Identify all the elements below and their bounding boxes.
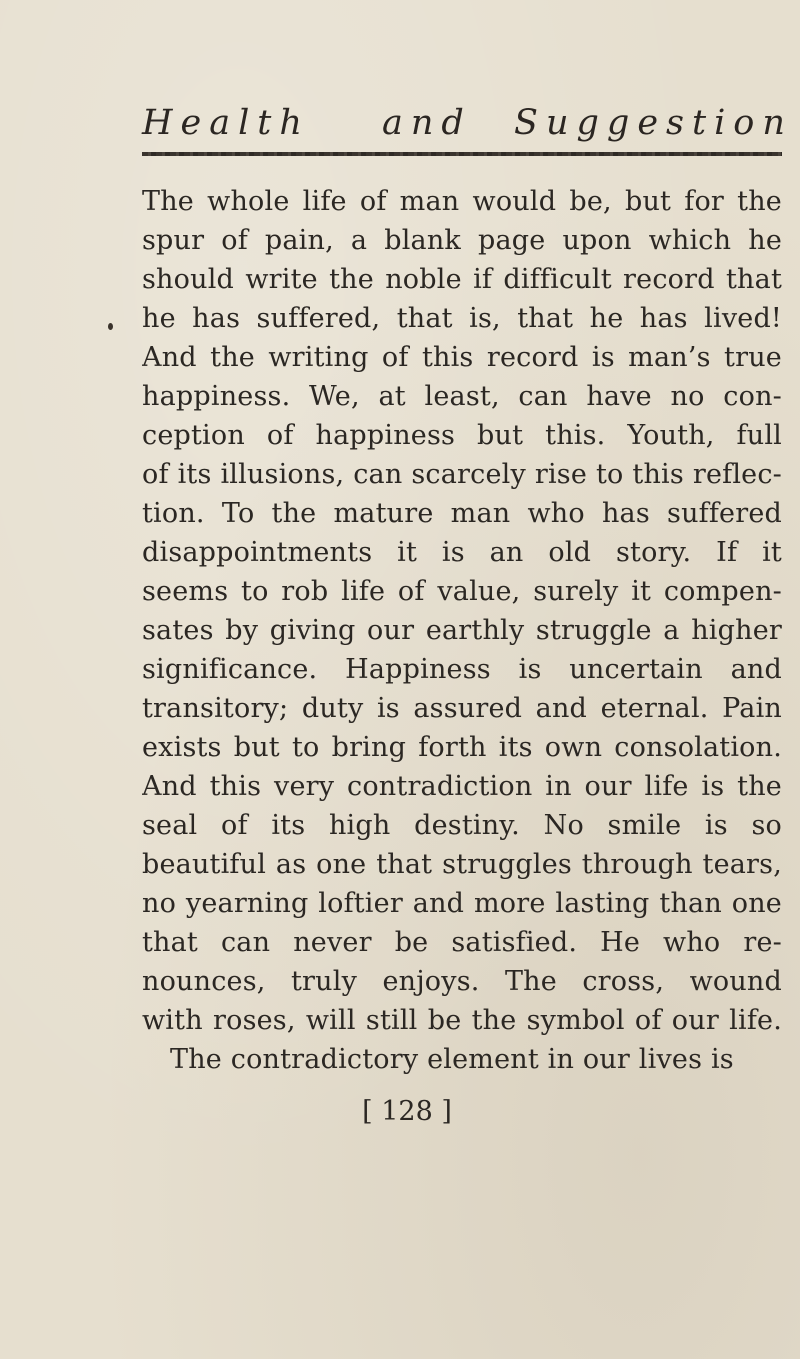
text-line: with roses, will still be the symbol of our life. bbox=[142, 1005, 782, 1036]
text-line: disappointments it is an old story. If it bbox=[142, 537, 782, 568]
text-line: sates by giving our earthly struggle a higher bbox=[142, 615, 782, 646]
text-line: he has suffered, that is, that he has lived! bbox=[142, 303, 782, 334]
text-line: The contradictory element in our lives is bbox=[170, 1044, 734, 1075]
running-head bbox=[142, 98, 793, 148]
text-line: no yearning loftier and more lasting than one bbox=[142, 888, 782, 919]
text-line: seems to rob life of value, surely it compen- bbox=[142, 576, 782, 607]
text-line: significance. Happiness is uncertain and bbox=[142, 654, 782, 685]
text-line: seal of its high destiny. No smile is so bbox=[142, 810, 782, 841]
text-line: And the writing of this record is man’s true bbox=[142, 342, 782, 373]
text-line: spur of pain, a blank page upon which he bbox=[142, 225, 782, 256]
text-line: happiness. We, at least, can have no con- bbox=[142, 381, 782, 412]
body-paragraph bbox=[142, 182, 782, 1079]
text-line: beautiful as one that struggles through tears, bbox=[142, 849, 782, 880]
text-line: of its illusions, can scarcely rise to this reflec- bbox=[142, 459, 782, 490]
text-line: exists but to bring forth its own consolation. bbox=[142, 732, 782, 763]
text-line: And this very contradiction in our life is the bbox=[142, 771, 782, 802]
text-line: transitory; duty is assured and eternal. Pain bbox=[142, 693, 782, 724]
running-head-word-suggestion: Suggestion bbox=[514, 103, 793, 143]
running-head-word-and: and bbox=[382, 103, 472, 143]
text-line: tion. To the mature man who has suffered bbox=[142, 498, 782, 529]
page-number: [ 128 ] bbox=[362, 1096, 452, 1127]
text-line: that can never be satisfied. He who re- bbox=[142, 927, 782, 958]
running-head-word-health: Health bbox=[142, 103, 310, 143]
text-line: nounces, truly enjoys. The cross, wound bbox=[142, 966, 782, 997]
header-rule bbox=[142, 152, 782, 156]
margin-ink-speck bbox=[108, 323, 113, 330]
text-line: The whole life of man would be, but for the bbox=[142, 186, 782, 217]
text-line: ception of happiness but this. Youth, full bbox=[142, 420, 782, 451]
text-line: should write the noble if difficult record that bbox=[142, 264, 782, 295]
